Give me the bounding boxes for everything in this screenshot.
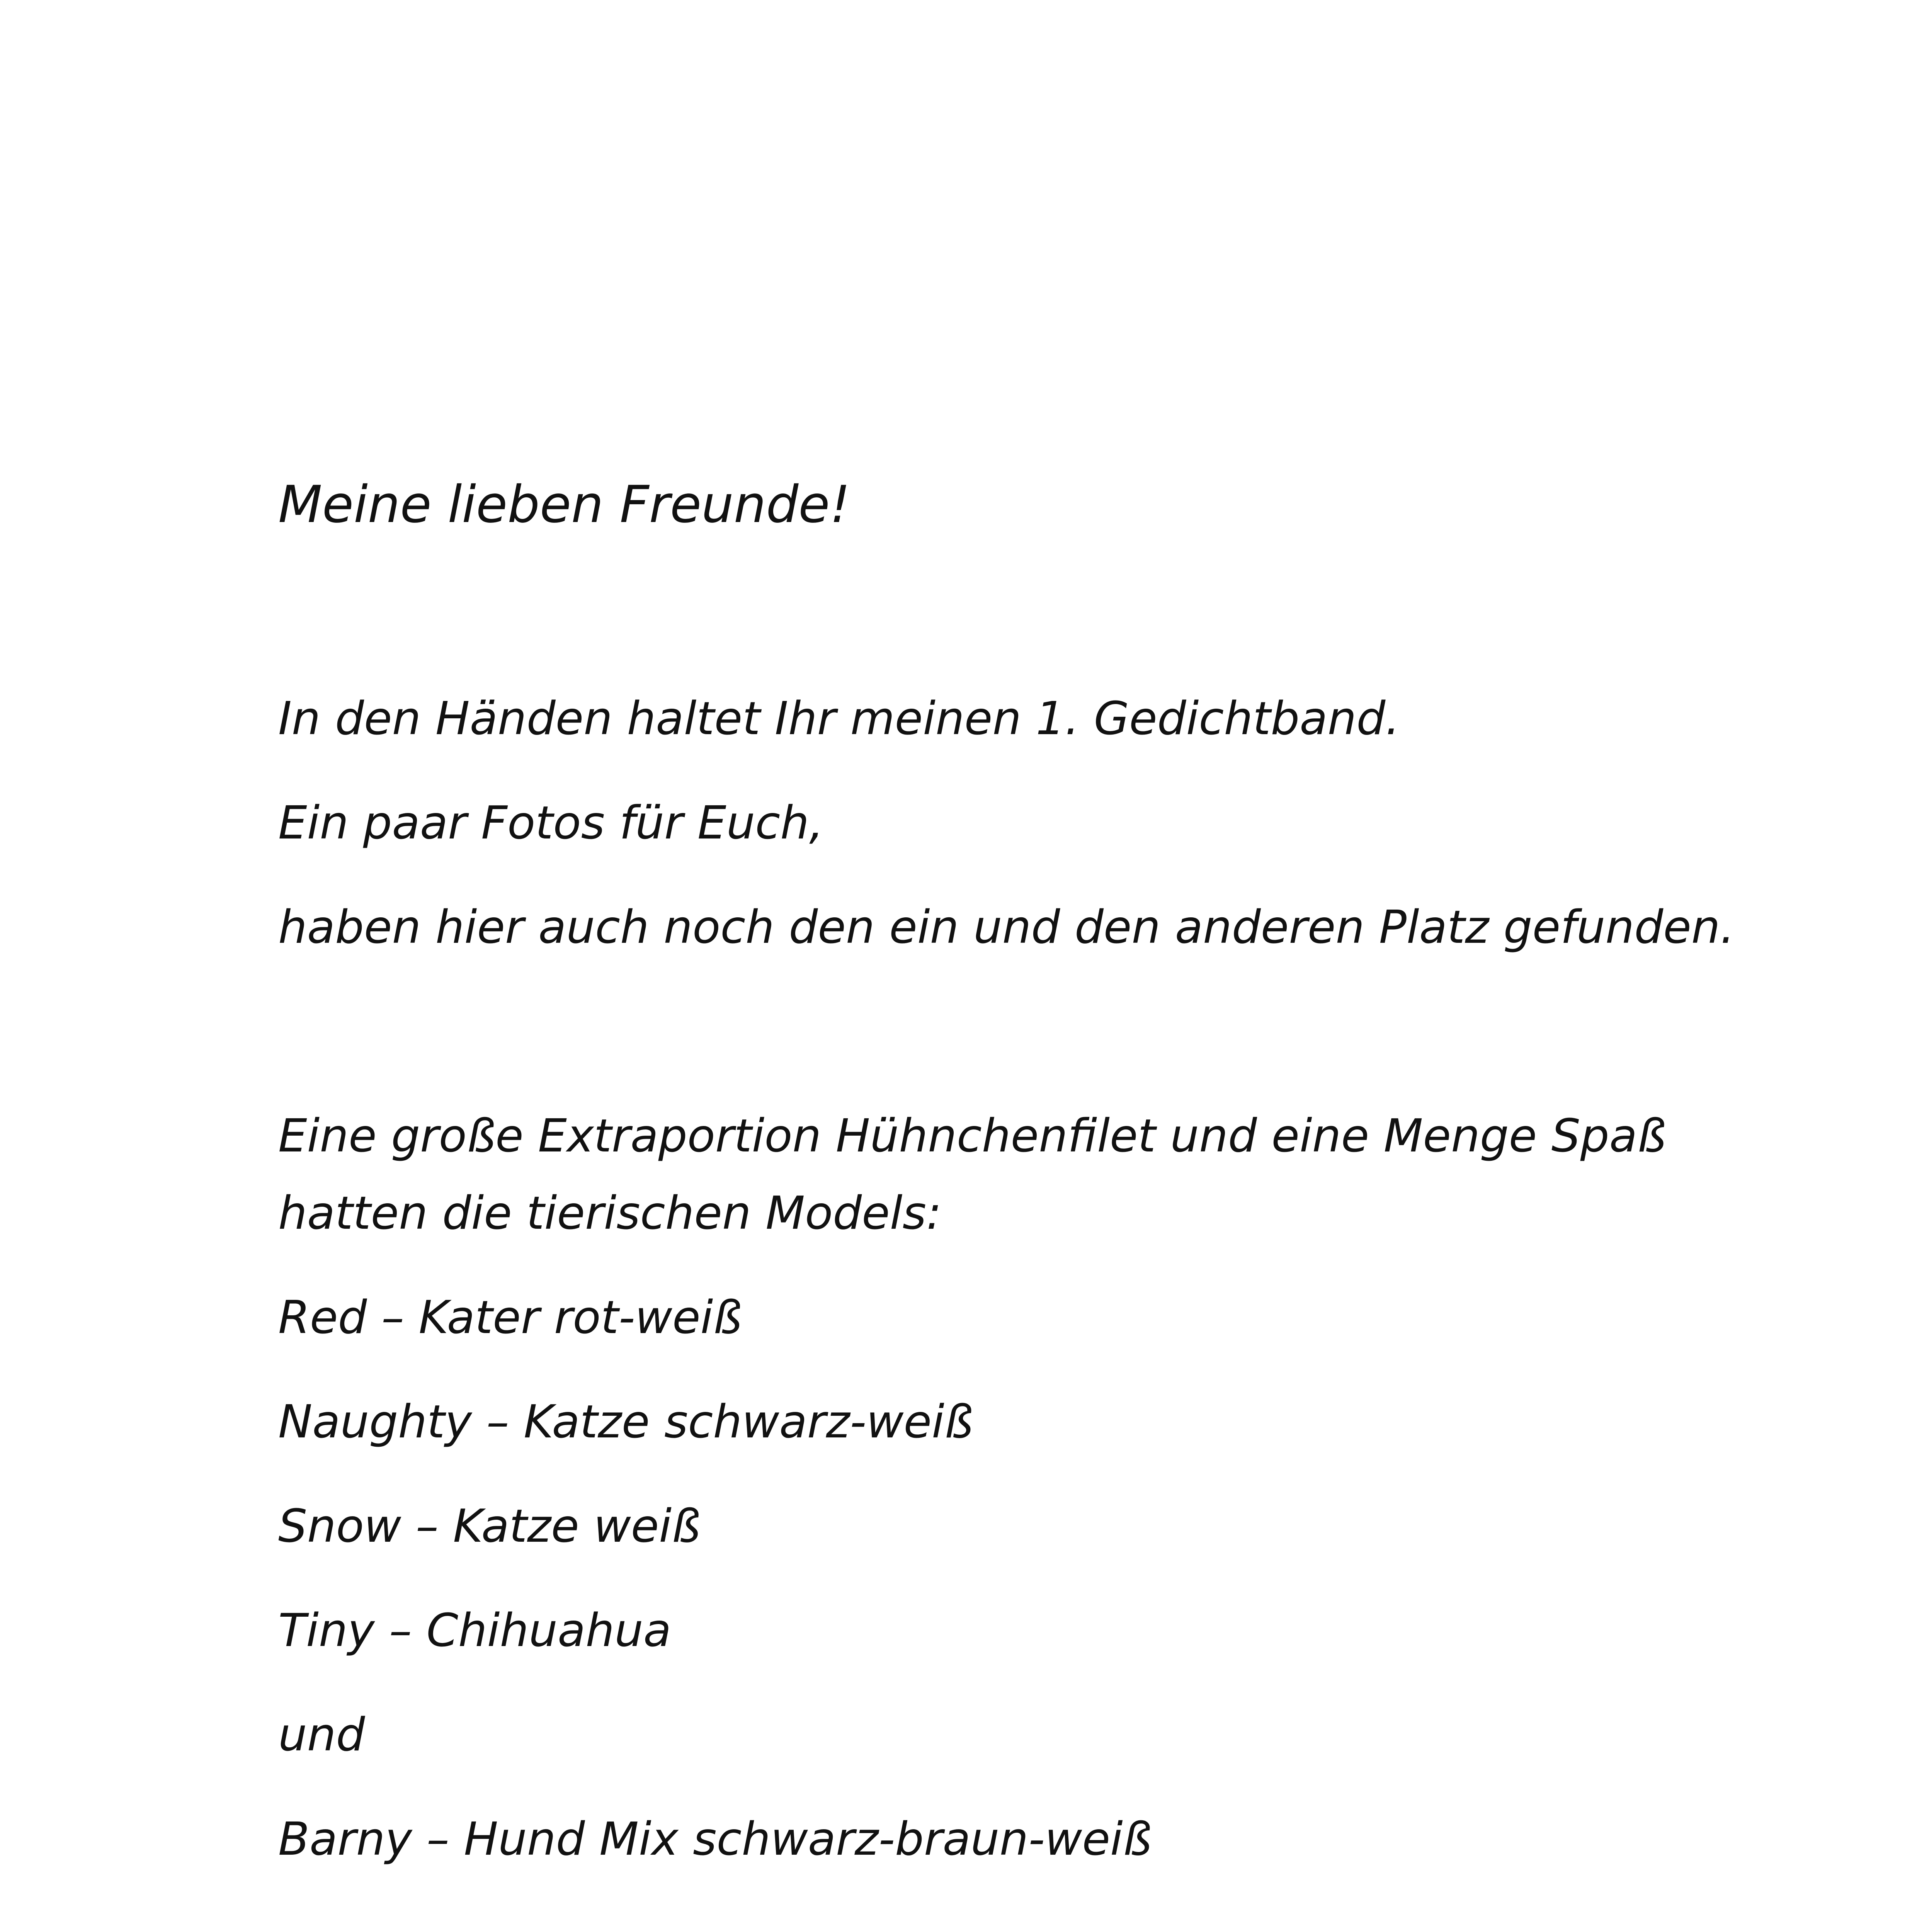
intro-line-1: In den Händen haltet Ihr meinen 1. Gedichtband. [278, 692, 1400, 745]
model-snow: Snow – Katze weiß [278, 1499, 701, 1553]
model-tiny: Tiny – Chihuahua [278, 1604, 672, 1657]
models-conjunction: und [278, 1708, 365, 1761]
model-barny: Barny – Hund Mix schwarz-braun-weiß [278, 1812, 1152, 1866]
greeting: Meine lieben Freunde! [278, 475, 850, 534]
models-intro-line-1: Eine große Extraportion Hühnchenfilet und eine Menge Spaß [278, 1109, 1666, 1162]
model-red: Red – Kater rot-weiß [278, 1291, 742, 1344]
intro-line-2: Ein paar Fotos für Euch, [278, 796, 824, 849]
intro-line-3: haben hier auch noch den ein und den anderen Platz gefunden. [278, 900, 1735, 954]
model-naughty: Naughty – Katze schwarz-weiß [278, 1395, 973, 1448]
models-intro-line-2: hatten die tierischen Models: [278, 1186, 942, 1240]
